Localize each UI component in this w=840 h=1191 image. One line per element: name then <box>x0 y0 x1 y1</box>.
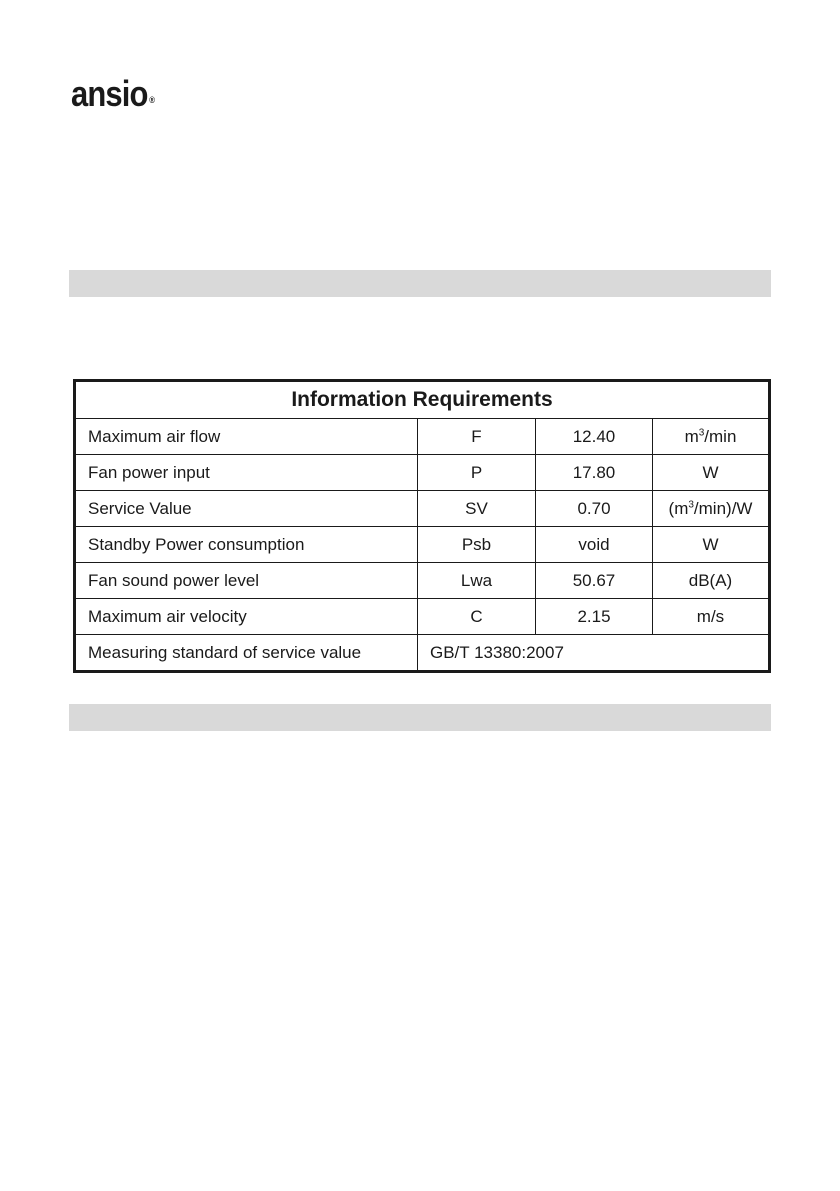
row-symbol: SV <box>418 491 536 527</box>
row-value: 50.67 <box>536 563 653 599</box>
row-value: void <box>536 527 653 563</box>
registered-mark: ® <box>149 95 155 105</box>
row-symbol: Lwa <box>418 563 536 599</box>
brand-logo <box>71 74 155 114</box>
row-label: Maximum air flow <box>75 419 418 455</box>
table-row <box>75 563 770 599</box>
standard-label: Measuring standard of service value <box>75 635 418 672</box>
row-unit: W <box>653 527 770 563</box>
table-row <box>75 599 770 635</box>
standard-value: GB/T 13380:2007 <box>418 635 770 672</box>
row-label: Maximum air velocity <box>75 599 418 635</box>
row-value: 17.80 <box>536 455 653 491</box>
row-label: Service Value <box>75 491 418 527</box>
row-unit: W <box>653 455 770 491</box>
table-row <box>75 491 770 527</box>
table-row <box>75 455 770 491</box>
row-unit: m/s <box>653 599 770 635</box>
row-value: 2.15 <box>536 599 653 635</box>
row-symbol: Psb <box>418 527 536 563</box>
row-value: 12.40 <box>536 419 653 455</box>
row-label: Fan sound power level <box>75 563 418 599</box>
row-symbol: C <box>418 599 536 635</box>
table-row <box>75 527 770 563</box>
row-unit: $m^3/\min$ <box>653 419 770 455</box>
row-value: 0.70 <box>536 491 653 527</box>
row-unit: $(m^3/\min)/W$ <box>653 491 770 527</box>
table-row <box>75 419 770 455</box>
row-label: Standby Power consumption <box>75 527 418 563</box>
row-unit: dB(A) <box>653 563 770 599</box>
section-divider-bottom <box>69 704 771 731</box>
table-title: Information Requirements <box>75 381 770 419</box>
section-divider-top <box>69 270 771 297</box>
table-header-row <box>75 381 770 419</box>
table-row-standard <box>75 635 770 672</box>
information-requirements-table <box>73 379 771 673</box>
row-label: Fan power input <box>75 455 418 491</box>
row-symbol: F <box>418 419 536 455</box>
row-symbol: P <box>418 455 536 491</box>
logo-text: ansio <box>71 73 148 114</box>
